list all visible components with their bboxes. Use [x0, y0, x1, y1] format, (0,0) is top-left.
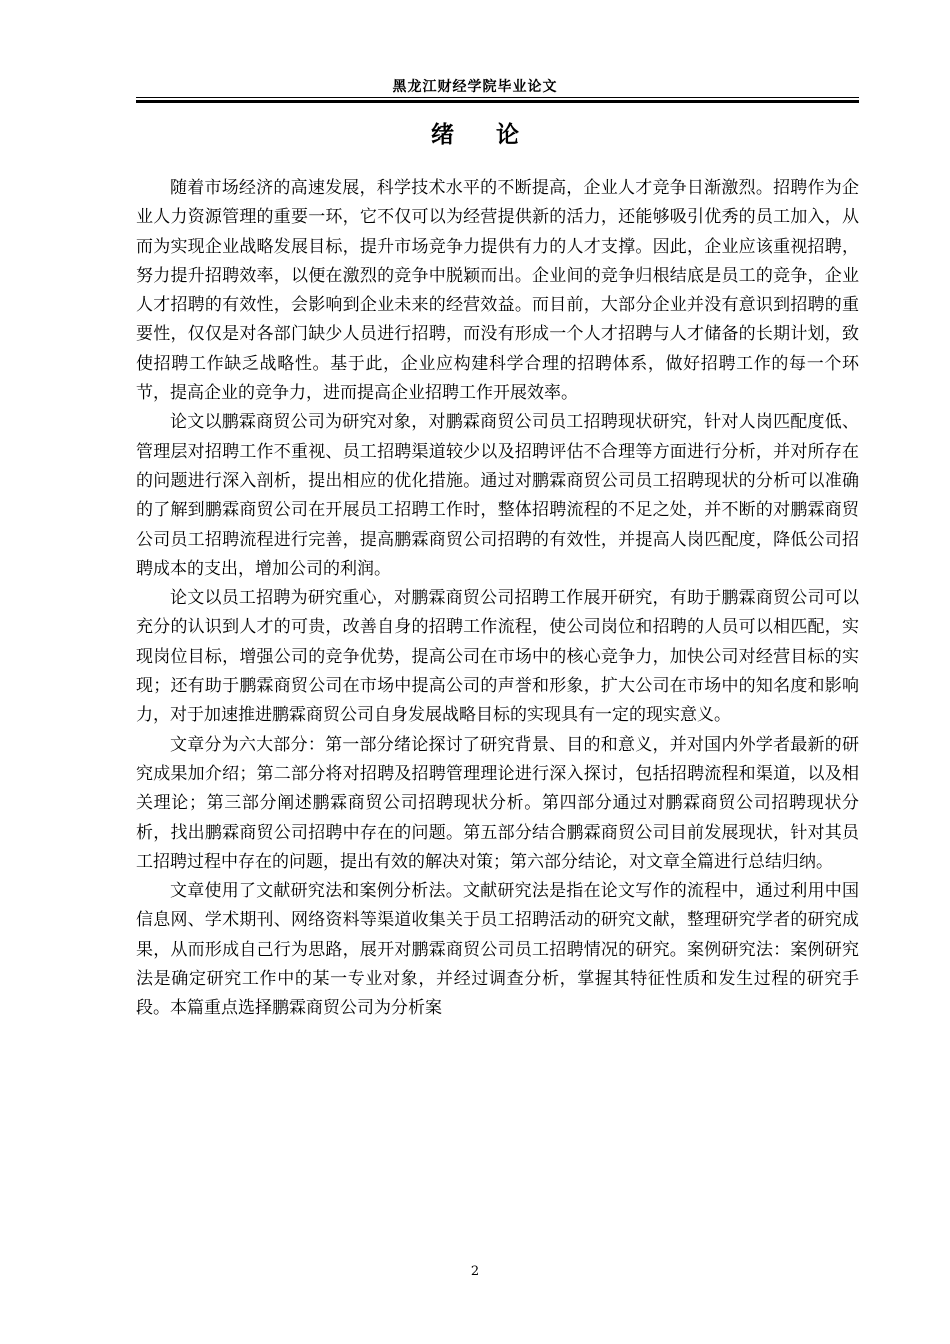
paragraph-4: 文章分为六大部分：第一部分绪论探讨了研究背景、目的和意义，并对国内外学者最新的研究成果加介绍；第二部分将对招聘及招聘管理理论进行深入探讨，包括招聘流程和渠道，以及相关理论；第三部分阐述鹏霖商贸公司招聘现状分析。第四部分通过对鹏霖商贸公司招聘现状分析，找出鹏霖商贸公司招聘中存在的问题。第五部分结合鹏霖商贸公司目前发展现状，针对其员工招聘过程中存在的问题，提出有效的解决对策；第六部分结论，对文章全篇进行总结归纳。	[136, 734, 859, 872]
paragraph-2: 论文以鹏霖商贸公司为研究对象，对鹏霖商贸公司员工招聘现状研究，针对人岗匹配度低、管理层对招聘工作不重视、员工招聘渠道较少以及招聘评估不合理等方面进行分析，并对所存在的问题进行深入剖析，提出相应的优化措施。通过对鹏霖商贸公司员工招聘现状的分析可以准确的了解到鹏霖商贸公司在开展员工招聘工作时，整体招聘流程的不足之处，并不断的对鹏霖商贸公司员工招聘流程进行完善，提高鹏霖商贸公司招聘的有效性，并提高人岗匹配度，降低公司招聘成本的支出，增加公司的利润。	[136, 412, 859, 579]
running-header: 黑龙江财经学院毕业论文	[392, 79, 558, 95]
header-rule-thin	[136, 97, 859, 98]
section-title: 绪论	[431, 122, 561, 148]
page-number: 2	[470, 1264, 480, 1279]
header-rule-thick	[136, 100, 859, 103]
paragraph-1: 随着市场经济的高速发展，科学技术水平的不断提高，企业人才竞争日渐激烈。招聘作为企业人力资源管理的重要一环，它不仅可以为经营提供新的活力，还能够吸引优秀的员工加入，从而为实现企业战略发展目标，提升市场竞争力提供有力的人才支撑。因此，企业应该重视招聘，努力提升招聘效率，以便在激烈的竞争中脱颖而出。企业间的竞争归根结底是员工的竞争，企业人才招聘的有效性，会影响到企业未来的经营效益。而目前，大部分企业并没有意识到招聘的重要性，仅仅是对各部门缺少人员进行招聘，而没有形成一个人才招聘与人才储备的长期计划，致使招聘工作缺乏战略性。基于此，企业应构建科学合理的招聘体系，做好招聘工作的每一个环节，提高企业的竞争力，进而提高企业招聘工作开展效率。	[136, 178, 859, 404]
paragraph-5: 文章使用了文献研究法和案例分析法。文献研究法是指在论文写作的流程中，通过利用中国信息网、学术期刊、网络资料等渠道收集关于员工招聘活动的研究文献，整理研究学者的研究成果，从而形成自己行为思路，展开对鹏霖商贸公司员工招聘情况的研究。案例研究法：案例研究法是确定研究工作中的某一专业对象，并经过调查分析，掌握其特征性质和发生过程的研究手段。本篇重点选择鹏霖商贸公司为分析案	[136, 881, 859, 1019]
body-text	[136, 174, 859, 1024]
paragraph-3: 论文以员工招聘为研究重心，对鹏霖商贸公司招聘工作展开研究，有助于鹏霖商贸公司可以充分的认识到人才的可贵，改善自身的招聘工作流程，使公司岗位和招聘的人员可以相匹配，实现岗位目标，增强公司的竞争优势，提高公司在市场中的核心竞争力，加快公司对经营目标的实现；还有助于鹏霖商贸公司在市场中提高公司的声誉和形象，扩大公司在市场中的知名度和影响力，对于加速推进鹏霖商贸公司自身发展战略目标的实现具有一定的现实意义。	[136, 588, 859, 726]
